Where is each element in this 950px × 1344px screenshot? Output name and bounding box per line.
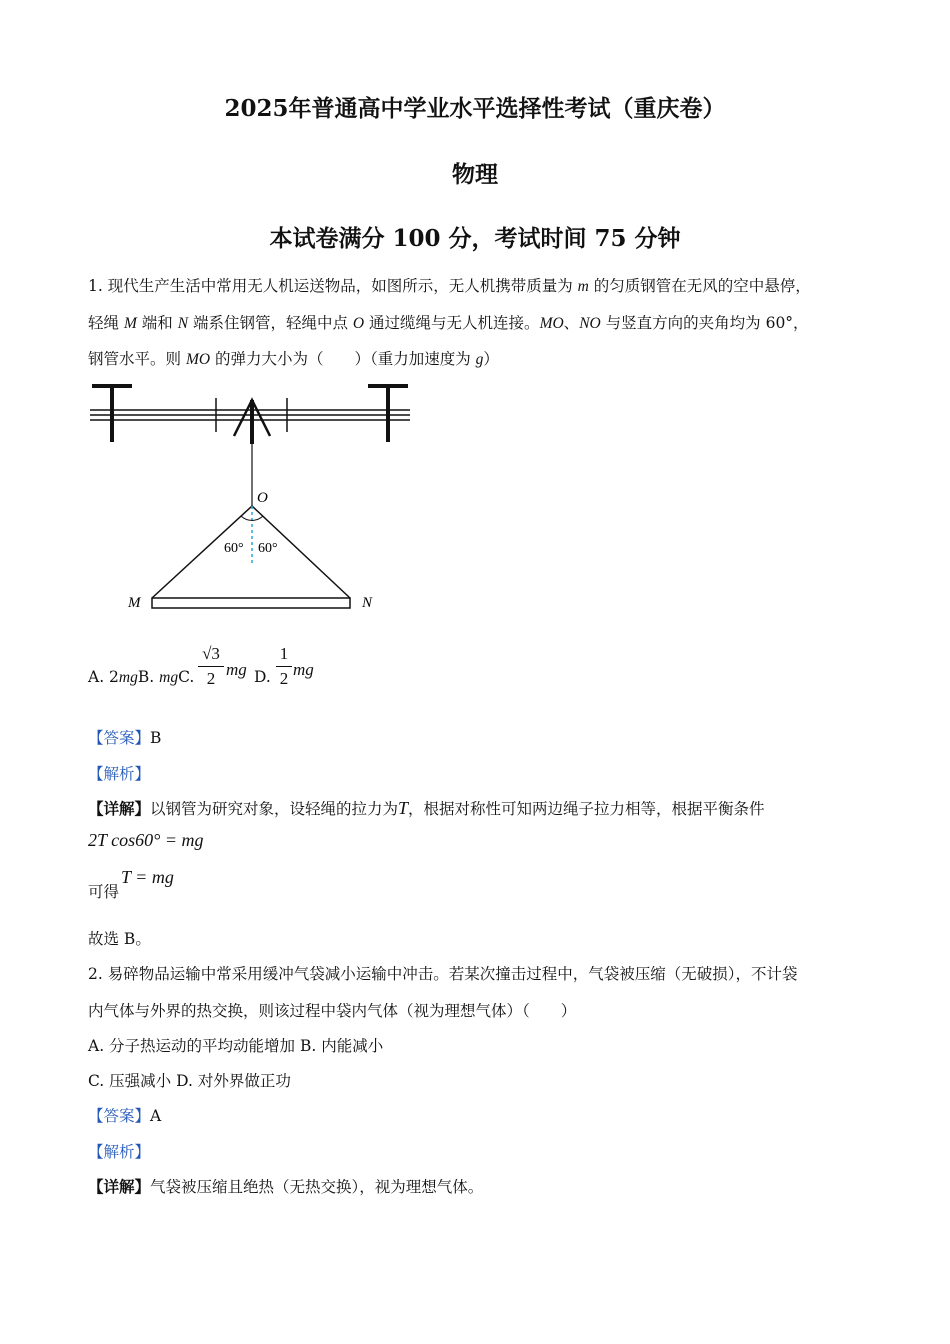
angle-label-left: 60°	[224, 541, 244, 556]
drone-icon	[90, 386, 410, 444]
exam-title: 2025年普通高中学业水平选择性考试（重庆卷）	[224, 95, 726, 122]
subject-title: 物理	[452, 161, 498, 188]
exam-info: 本试卷满分 100 分，考试时间 75 分钟	[269, 225, 681, 252]
q2-options-cd: C. 压强减小 D. 对外界做正功	[88, 1072, 291, 1090]
q1-equation-2: T = mg	[121, 867, 174, 887]
option-d-label: D.	[254, 668, 271, 686]
label-m: M	[128, 595, 141, 611]
q1-line-1: 1. 现代生产生活中常用无人机运送物品，如图所示，无人机携带质量为 m 的匀质钢管在无风的空中悬停，	[88, 277, 811, 295]
q2-line-1: 2. 易碎物品运输中常采用缓冲气袋减小运输中冲击。若某次撞击过程中，气袋被压缩（无破损），不计袋	[88, 965, 798, 983]
q1-options	[88, 640, 488, 700]
q1-equation-1: 2T cos60° = mg	[88, 830, 204, 850]
q2-detail: 【详解】气袋被压缩且绝热（无热交换），视为理想气体。	[88, 1177, 484, 1196]
q1-detail: 【详解】以钢管为研究对象，设轻绳的拉力为T，根据对称性可知两边绳子拉力相等，根据平衡条件	[88, 798, 765, 818]
q1-line-3: 钢管水平。则 MO 的弹力大小为（ ）（重力加速度为 g）	[88, 350, 499, 368]
option-d-tail: mg	[293, 660, 314, 679]
q2-line-2: 内气体与外界的热交换，则该过程中袋内气体（视为理想气体）（ ）	[88, 1002, 577, 1020]
q1-options-ab: A. 2mgB. mgC.	[88, 668, 195, 686]
q1-answer: 【答案】B	[88, 729, 162, 747]
q1-result-prefix: 可得	[88, 883, 120, 901]
option-d-fraction: 1 2	[276, 644, 292, 689]
option-c-tail: mg	[226, 660, 247, 679]
q1-figure	[80, 378, 420, 618]
angle-label-right: 60°	[258, 541, 278, 556]
steel-pipe	[152, 598, 350, 608]
label-n: N	[362, 595, 373, 611]
option-c-fraction: √3 2	[198, 644, 224, 689]
label-o: O	[257, 490, 268, 506]
q2-answer: 【答案】A	[88, 1107, 162, 1125]
q2-analysis-tag: 【解析】	[88, 1143, 151, 1161]
q1-analysis-tag: 【解析】	[88, 765, 151, 783]
q1-line-2: 轻绳 M 端和 N 端系住钢管，轻绳中点 O 通过缆绳与无人机连接。MO、NO 与竖直方向的夹角均为 60°，	[88, 314, 809, 332]
q1-conclusion: 故选 B。	[88, 930, 151, 948]
q2-options-ab: A. 分子热运动的平均动能增加 B. 内能减小	[88, 1037, 384, 1055]
